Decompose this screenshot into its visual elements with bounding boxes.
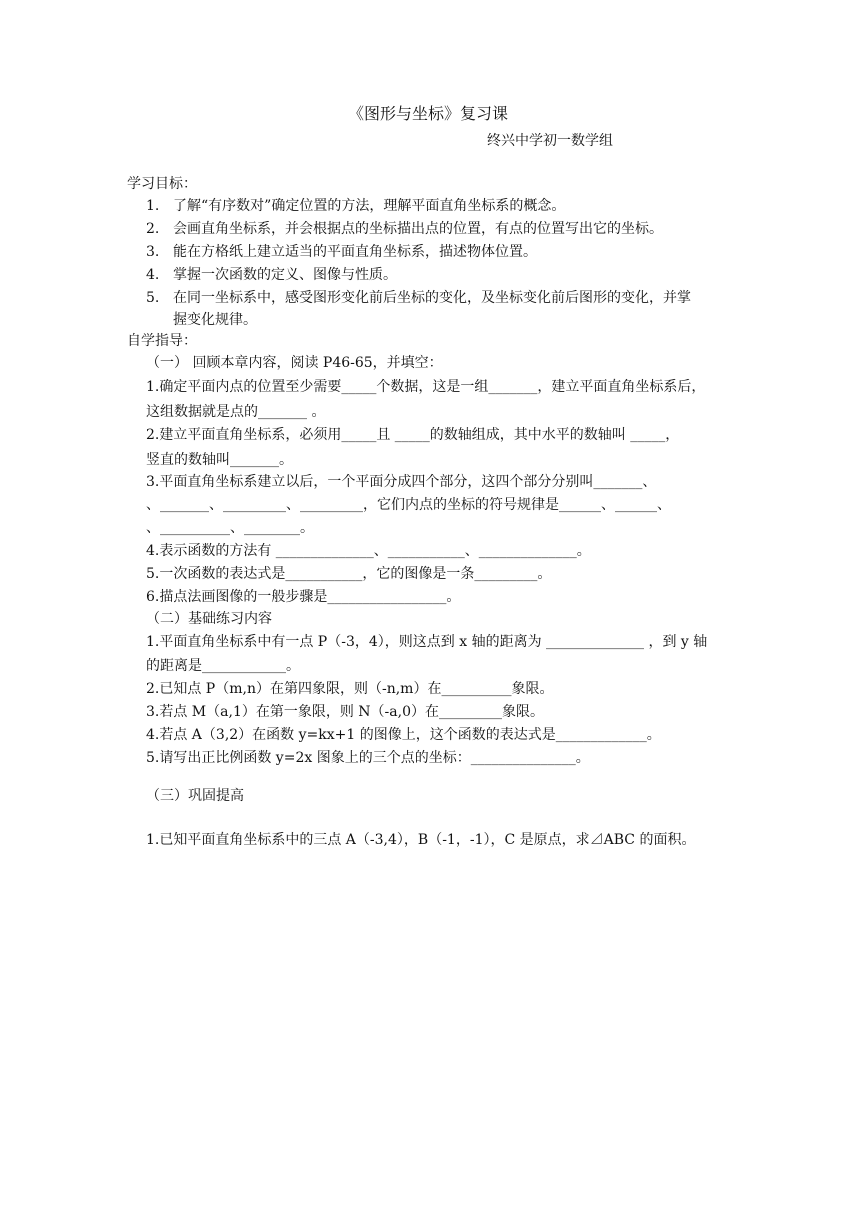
goal-number: 1. (146, 198, 160, 214)
part2-heading: （二）基础练习内容 (146, 611, 272, 627)
goal-text: 了解“有序数对”确定位置的方法，理解平面直角坐标系的概念。 (173, 198, 566, 214)
goal-number: 3. (146, 244, 160, 260)
part2-line: 1.平面直角坐标系中有一点 P（-3，4），则这点到 x 轴的距离为 ______________ ，到 y 轴 (146, 634, 708, 650)
guide-heading: 自学指导： (127, 333, 197, 349)
part3-line: 1.已知平面直角坐标系中的三点 A（-3,4），B（-1，-1），C 是原点，求⊿ABC 的面积。 (146, 832, 696, 848)
part2-line: 3.若点 M（a,1）在第一象限，则 N（-a,0）在_________象限。 (146, 704, 544, 720)
document-author: 终兴中学初一数学组 (487, 133, 613, 149)
goal-item-3 (146, 242, 537, 262)
part1-heading: （一） 回顾本章内容，阅读 P46-65，并填空： (146, 355, 443, 371)
goal-text: 掌握一次函数的定义、图像与性质。 (173, 267, 397, 283)
goals-heading: 学习目标： (127, 176, 197, 192)
part2-line: 4.若点 A（3,2）在函数 y=kx+1 的图像上，这个函数的表达式是_____________。 (146, 727, 661, 743)
document-title: 《图形与坐标》复习课 (348, 104, 509, 123)
part2-line: 5.请写出正比例函数 y=2x 图象上的三个点的坐标：_______________。 (146, 750, 590, 766)
part1-line: 、_______、_________、_________，它们内点的坐标的符号规律是______、______、 (146, 497, 671, 513)
goal-item-4 (146, 265, 397, 285)
part1-line: 1.确定平面内点的位置至少需要_____个数据，这是一组_______，建立平面直角坐标系后， (146, 379, 706, 395)
goal-item-2 (146, 219, 663, 239)
part1-line: 2.建立平面直角坐标系，必须用_____且 _____的数轴组成，其中水平的数轴叫 _____， (146, 427, 680, 443)
goal-item-5-continuation: 握变化规律。 (173, 312, 257, 328)
goal-text: 能在方格纸上建立适当的平面直角坐标系，描述物体位置。 (173, 244, 537, 260)
part1-line: 6.描点法画图像的一般步骤是_________________。 (146, 589, 461, 605)
goal-number: 4. (146, 267, 160, 283)
goal-number: 2. (146, 221, 160, 237)
part2-line: 2.已知点 P（m,n）在第四象限，则（-n,m）在__________象限。 (146, 681, 554, 697)
part2-line: 的距离是____________。 (146, 658, 300, 674)
part1-line: 3.平面直角坐标系建立以后，一个平面分成四个部分，这四个部分分别叫_______、 (146, 474, 657, 490)
goal-item-5 (146, 288, 691, 308)
part1-line: 5.一次函数的表达式是___________，它的图像是一条_________。 (146, 566, 552, 582)
goal-item-1 (146, 196, 565, 216)
part1-line: 4.表示函数的方法有 ______________、___________、______________。 (146, 543, 591, 559)
part1-line: 这组数据就是点的_______ 。 (146, 404, 326, 420)
part1-line: 竖直的数轴叫_______。 (146, 452, 293, 468)
part3-heading: （三）巩固提高 (146, 788, 244, 804)
goal-number: 5. (146, 290, 160, 306)
goal-text: 在同一坐标系中，感受图形变化前后坐标的变化，及坐标变化前后图形的变化，并掌 (173, 290, 691, 306)
goal-text: 会画直角坐标系，并会根据点的坐标描出点的位置，有点的位置写出它的坐标。 (173, 221, 663, 237)
part1-line: 、__________、________。 (146, 520, 314, 536)
